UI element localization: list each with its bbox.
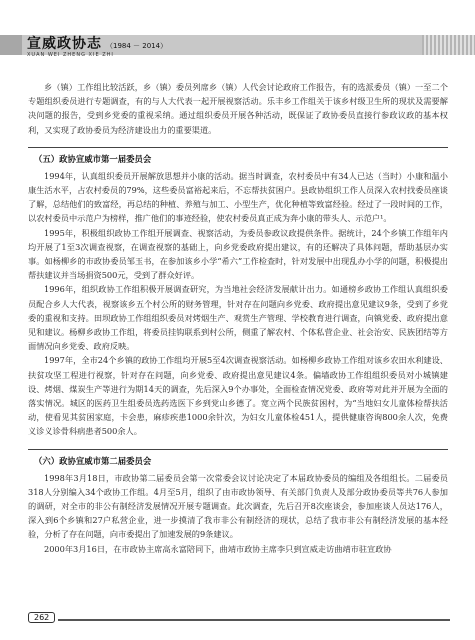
- book-title: 宣威政协志: [27, 36, 102, 52]
- paragraph-2000: 2000年3月16日，在市政协主席高永富陪同下，曲靖市政协主席李只到宣威走访曲靖市驻宣政协: [44, 543, 392, 554]
- header-band-left: [0, 35, 22, 55]
- book-title-pinyin: XUAN WEI ZHENG XIE ZHI: [27, 52, 114, 58]
- paragraph-1996: 1996年，组织政协工作组积极开展调查研究，为当地社会经济发展献计出力。如通榜乡政协工作组认真组织委员配合乡人大代表，视察该乡五个村公所的财务管理，针对存在问题向乡党委、政府提出意见建议9条，受到了乡党委的重视和支持。田坝政协工作组组织委员对烤烟生产、观赏生产管理、学校教育进行调查，向镇党委、政府提出意见和建议。杨柳乡政协工作组，将委员挂钩联系到村公所，侧重了解农村、个体私营企业、社会治安、民族团结等方面情况向乡党委、政府反映。: [28, 284, 448, 352]
- footer-rule: [58, 619, 450, 621]
- paragraph-1998: 1998年3月18日，市政协第二届委员会第一次常委会议讨论决定了本届政协委员的编组及各组组长。二届委员318人分别编入34个政协工作组。4月至5月，组织了由市政协领导、有关部门负责人及部分政协委员等共76人参加的调研，对全市的非公有制经济发展情况开展专题调查。此次调查，先后召开8次座谈会，参加座谈人员达176人，深入到6个乡镇和27户私营企业，进一步摸清了我市非公有制经济的现状，总结了我市非公有制经济发展的基本经验，分析了存在问题，向市委提出了加速发展的9条建议。: [28, 472, 448, 540]
- header-title-block: [27, 33, 167, 53]
- header-band-pattern: [422, 35, 475, 55]
- section-heading-first-committee: （五）政协宣威市第一届委员会: [28, 147, 448, 165]
- page-header: [0, 0, 475, 76]
- page-number: 262: [28, 612, 55, 623]
- page-footer: [0, 604, 475, 640]
- paragraph-1997: 1997年，全市24个乡镇的政协工作组均开展5至4次调查视察活动。如杨柳乡政协工作组对该乡农田水利建设、扶贫攻坚工程进行视察，针对存在问题，向乡党委、政府提出意见建议4条。偏墙政协工作组组织委员对小城镇建设、烤烟、煤炭生产等进行为期14天的调查，先后深入9个办事处，全面检查情况党委、政府等对此并开展为全面的落实情况。城区的医药卫生组委员选药选医下乡到党山乡德了。宽立两个民族贫困村，为“当地妇女儿童体检帮扶活动，使看见其贫困家庭，卡会患，麻疹疾患1000余针次，为妇女儿童体检451人，提供健康咨询800余人次，免费义诊义诊骨科病患者500余人。: [28, 355, 448, 437]
- book-years: （1984 － 2014）: [106, 42, 168, 50]
- page-body: [28, 80, 448, 556]
- intro-paragraph: 乡（镇）工作组比较活跃，乡（镇）委员列席乡（镇）人代会讨论政府工作报告，有的选派委员（镇）一至二个专题组织委员进行专题调查，有的与人大代表一起开展视察活动。乐丰乡工作组关于该乡村级卫生所的现状及需要解决问题的报告，受到乡党委的重视采纳。通过组织委员开展各种活动，既保证了政协委员直接行参政议政的基本权利，又实现了政协委员为经济建设出力的重要渠道。: [28, 82, 448, 135]
- paragraph-1994: 1994年，认真组织委员开展解放思想并小康的活动。据当时调查，农村委员中有34人已达（当时）小康和温小康生活水平，占农村委员的79%，这些委员富裕起来后，不忘帮扶贫困户。县政协组织工作人员深入农村找委员座谈了解，总结他们的致富经，再总结的种植、养殖与加工、小型生产，优化种植等致富经验。经过了一段时间的工作，以农村委员中示范户为榜样，推广他们的事迹经验，使农村委员真正成为奔小康的带头人、示范户¹。: [28, 170, 448, 224]
- section-heading-second-committee: （六）政协宣威市第二届委员会: [28, 449, 448, 467]
- paragraph-1995: 1995年，积极组织政协工作组开展调查、视察活动，为委员参政议政提供条件。据统计，24个乡镇工作组年内均开展了1至3次调查视察，在调查视察的基础上，向乡党委政府提出建议，有的还解决了具体问题，帮助基层办实事。如杨柳乡的市政协委员邹玉书，在参加该乡小学“希六”工作检查时，针对发展中出现乱办小学的问题，积极提出帮扶建议并当场捐资500元，受到了群众好评。: [28, 227, 448, 281]
